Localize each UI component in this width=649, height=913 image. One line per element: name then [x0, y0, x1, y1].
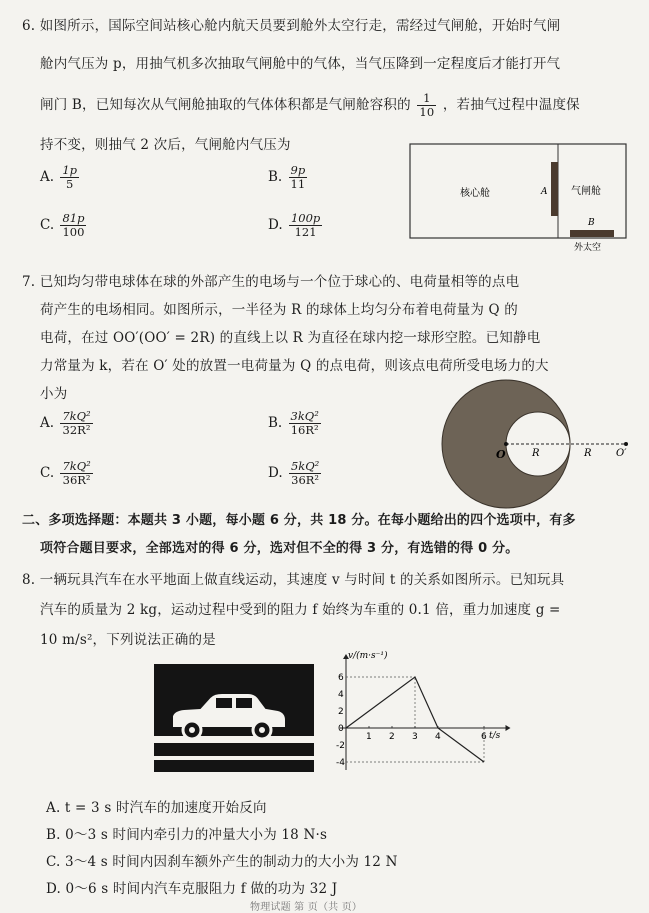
option-label: B. [268, 415, 283, 432]
option-num: 1p [62, 163, 78, 177]
q7-line3: 电荷，在过 OO′(OO′ = 2R) 的直线上以 R 为直径在球内挖一球形空腔。已知静电 [40, 330, 541, 346]
radius-label-2: R [584, 448, 592, 459]
x-axis-label: t/s [489, 731, 501, 741]
o-prime-label: O′ [616, 448, 627, 459]
q7-line5: 小为 [40, 386, 68, 402]
q7-option-c[interactable] [40, 460, 95, 487]
option-num: 81p [62, 211, 85, 225]
q8-option-a[interactable]: A. t = 3 s 时汽车的加速度开始反向 [46, 800, 267, 816]
frac-num: 1 [417, 92, 436, 106]
option-den: 36R² [62, 473, 91, 488]
frac-den: 10 [419, 105, 435, 120]
option-label: C. [40, 465, 55, 482]
q7-line4: 力常量为 k，若在 O′ 处的放置一电荷量为 Q 的点电荷，则该点电荷所受电场力的大 [40, 358, 549, 374]
airlock-label: 气闸舱 [571, 186, 601, 197]
q6-option-d[interactable] [268, 212, 324, 239]
q7-option-a[interactable] [40, 410, 95, 437]
option-den: 16R² [290, 423, 319, 438]
road-stripe-bottom [154, 756, 314, 760]
o-prime-point [624, 442, 628, 446]
option-label: D. [268, 465, 283, 482]
q8-option-b[interactable]: B. 0～3 s 时间内牵引力的冲量大小为 18 N·s [46, 827, 328, 843]
toy-car-illustration [154, 664, 314, 772]
option-den: 100 [62, 225, 85, 240]
q8-option-d[interactable]: D. 0～6 s 时间内汽车克服阻力 f 做的功为 32 J [46, 881, 338, 897]
road-stripe-top [154, 736, 314, 743]
q6-line2: 舱内气压为 p，用抽气机多次抽取气闸舱中的气体，当气压降到一定程度后才能打开气 [40, 56, 561, 72]
outer-space-label: 外太空 [574, 243, 602, 252]
center-point [504, 442, 508, 446]
x-tick-label: 2 [389, 732, 395, 742]
q6-option-c[interactable] [40, 212, 88, 239]
door-a [551, 162, 558, 216]
radius-label-1: R [532, 448, 540, 459]
q6-option-a[interactable] [40, 164, 81, 191]
y-tick-label: 0 [338, 724, 344, 734]
option-den: 36R² [291, 473, 320, 488]
x-tick-label: 6 [481, 732, 487, 742]
q8-option-c[interactable]: C. 3～4 s 时间内因刹车额外产生的制动力的大小为 12 N [46, 854, 398, 870]
y-tick-label: -4 [336, 758, 345, 768]
option-den: 5 [66, 177, 74, 192]
option-label: A. [40, 415, 55, 432]
x-tick-label: 3 [412, 732, 418, 742]
option-label: A. [40, 169, 55, 186]
q7-line2: 荷产生的电场相同。如图所示，一半径为 R 的球体上均匀分布着电荷量为 Q 的 [40, 302, 518, 318]
airlock-diagram [408, 140, 630, 252]
q6-option-b[interactable] [268, 164, 309, 191]
option-den: 32R² [62, 423, 91, 438]
option-label: B. [268, 169, 283, 186]
option-num: 3kQ² [290, 409, 319, 423]
q8-line1: 8. 一辆玩具汽车在水平地面上做直线运动，其速度 v 与时间 t 的关系如图所示。已知玩具 [22, 572, 565, 588]
page-footer: 物理试题 第 页（共 页） [250, 902, 363, 913]
x-tick-label: 4 [435, 732, 441, 742]
q6-line1: 6. 如图所示，国际空间站核心舱内航天员要到舱外太空行走，需经过气闸舱，开始时气闸 [22, 18, 561, 34]
q6-line3-post: ，若抽气过程中温度保 [442, 97, 580, 114]
section2-line2: 项符合题目要求，全部选对的得 6 分，选对但不全的得 3 分，有选错的得 0 分。 [40, 541, 519, 556]
q7-line1: 7. 已知均匀带电球体在球的外部产生的电场与一个位于球心的、电荷量相等的点电 [22, 274, 520, 290]
option-label: D. [268, 217, 283, 234]
y-axis-label: v/(m·s⁻¹) [348, 651, 388, 661]
door-b [570, 230, 614, 237]
q6-line4: 持不变，则抽气 2 次后，气闸舱内气压为 [40, 137, 291, 153]
core-module-label: 核心舱 [460, 188, 490, 199]
y-tick-label: 4 [338, 690, 344, 700]
option-label: C. [40, 217, 55, 234]
q6-line3-pre: 闸门 B，已知每次从气闸舱抽取的气体体积都是气闸舱容积的 [40, 97, 411, 114]
option-num: 7kQ² [62, 459, 91, 473]
option-num: 7kQ² [62, 409, 91, 423]
q8-line3: 10 m/s²，下列说法正确的是 [40, 632, 216, 648]
door-b-label: B [588, 218, 595, 228]
option-den: 121 [294, 225, 317, 240]
sphere-cavity-diagram [440, 378, 640, 514]
option-num: 5kQ² [290, 459, 320, 473]
option-den: 11 [290, 177, 306, 192]
q6-fraction [417, 92, 436, 119]
y-tick-label: 6 [338, 673, 344, 683]
option-num: 9p [290, 163, 306, 177]
o-label: O [496, 448, 506, 461]
q7-option-b[interactable] [268, 410, 323, 437]
option-num: 100p [290, 211, 321, 225]
q6-line3 [40, 92, 580, 119]
door-a-label: A [541, 187, 548, 197]
velocity-time-chart [336, 650, 516, 780]
q7-option-d[interactable] [268, 460, 323, 487]
x-axis-arrow [506, 725, 511, 731]
y-tick-label: -2 [336, 741, 345, 751]
x-tick-label: 1 [366, 732, 372, 742]
section2-line1: 二、多项选择题：本题共 3 小题，每小题 6 分，共 18 分。在每小题给出的四个选项中，有多 [22, 513, 576, 528]
y-tick-label: 2 [338, 707, 344, 717]
q8-line2: 汽车的质量为 2 kg，运动过程中受到的阻力 f 始终为车重的 0.1 倍，重力加速度 g = [40, 602, 561, 618]
